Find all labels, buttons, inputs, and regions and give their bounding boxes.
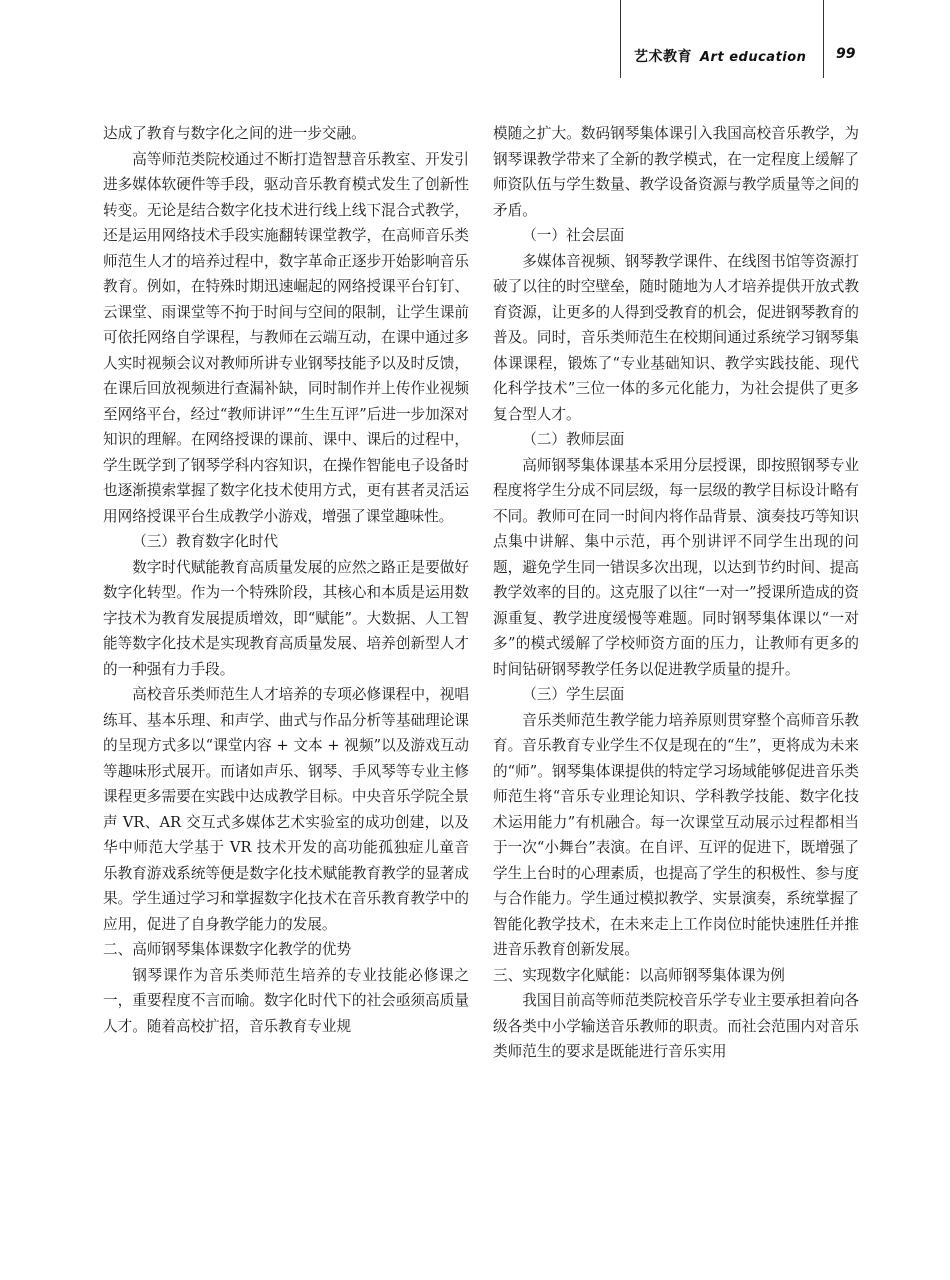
subsection-heading: （一）社会层面 bbox=[522, 227, 625, 244]
body-paragraph: 模随之扩大。数码钢琴集体课引入我国高校音乐教学，为钢琴课教学带来了全新的教学模式，在一定程度上缓解了师资队伍与学生数量、教学设备资源与教学质量等之间的矛盾。 bbox=[493, 125, 859, 219]
section-heading: 二、高师钢琴集体课数字化教学的优势 bbox=[103, 941, 352, 958]
body-paragraph: 高师钢琴集体课基本采用分层授课，即按照钢琴专业程度将学生分成不同层级，每一层级的教学目标设计略有不同。教师可在同一时间内将作品背景、演奏技巧等知识点集中讲解、集中示范，再个别讲评不同学生出现的问题，避免学生同一错误多次出现，以达到节约时间、提高教学效率的目的。这克服了以往“一对一”授课所造成的资源重复、教学进度缓慢等难题。同时钢琴集体课以“一对多”的模式缓解了学校师资方面的压力，让教师有更多的时间钻研钢琴教学任务以促进教学质量的提升。 bbox=[493, 456, 859, 678]
header-divider-right bbox=[823, 0, 824, 78]
body-paragraph: 达成了教育与数字化之间的进一步交融。 bbox=[103, 125, 366, 142]
body-paragraph: 音乐类师范生教学能力培养原则贯穿整个高师音乐教育。音乐教育专业学生不仅是现在的“生”，更将成为未来的“师”。钢琴集体课提供的特定学习场域能够促进音乐类师范生将“音乐专业理论知识、学科教学技能、数字化技术运用能力”有机融合。每一次课堂互动展示过程都相当于一次“小舞台”表演。在自评、互评的促进下，既增强了学生上台时的心理素质，也提高了学生的积极性、参与度与合作能力。学生通过模拟教学、实景演奏，系统掌握了智能化教学技术，在未来走上工作岗位时能快速胜任并推进音乐教育创新发展。 bbox=[493, 711, 859, 958]
body-paragraph: 高等师范类院校通过不断打造智慧音乐教室、开发引进多媒体软硬件等手段，驱动音乐教育模式发生了创新性转变。无论是结合数字化技术进行线上线下混合式教学，还是运用网络技术手段实施翻转课堂教学，在高师音乐类师范生人才的培养过程中，数字革命正逐步开始影响音乐教育。例如，在特殊时期迅速崛起的网络授课平台钉钉、云课堂、雨课堂等不拘于时间与空间的限制，让学生课前可依托网络自学课程，与教师在云端互动，在课中通过多人实时视频会议对教师所讲专业钢琴技能予以及时反馈，在课后回放视频进行查漏补缺，同时制作并上传作业视频至网络平台，经过“教师讲评”“生生互评”后进一步加深对知识的理解。在网络授课的课前、课中、课后的过程中，学生既学到了钢琴学科内容知识，在操作智能电子设备时也逐渐摸索掌握了数字化技术使用方式，更有甚者灵活运用网络授课平台生成教学小游戏，增强了课堂趣味性。 bbox=[103, 150, 469, 525]
header-divider-left bbox=[620, 0, 621, 78]
body-paragraph: 数字时代赋能教育高质量发展的应然之路正是要做好数字化转型。作为一个特殊阶段，其核心和本质是运用数字技术为教育发展提质增效，即“赋能”。大数据、人工智能等数字化技术是实现教育高质量发展、培养创新型人才的一种强有力手段。 bbox=[103, 558, 469, 678]
journal-title-cn: 艺术教育 bbox=[634, 49, 692, 65]
journal-title bbox=[634, 46, 814, 66]
body-paragraph: 钢琴课作为音乐类师范生培养的专业技能必修课之一，重要程度不言而喻。数字化时代下的社会亟须高质量人才。随着高校扩招，音乐教育专业规 bbox=[103, 966, 469, 1035]
body-paragraph: 高校音乐类师范生人才培养的专项必修课程中，视唱练耳、基本乐理、和声学、曲式与作品分析等基础理论课的呈现方式多以“课堂内容 + 文本 + 视频”以及游戏互动等趣味形式展开。而诸如声乐、钢琴、手风琴等专业主修课程更多需要在实践中达成教学目标。中央音乐学院全景声 VR、AR 交互式多媒体艺术实验室的成功创建，以及华中师范大学基于 VR 技术开发的高功能孤独症儿童音乐教育游戏系统等便是数字化技术赋能教育教学的显著成果。学生通过学习和掌握数字化技术在音乐教育教学中的应用，促进了自身教学能力的发展。 bbox=[103, 686, 469, 933]
page-number: 99 bbox=[836, 46, 856, 62]
subsection-heading: （三）学生层面 bbox=[522, 686, 625, 703]
running-header bbox=[0, 0, 950, 80]
body-paragraph: 我国目前高等师范类院校音乐学专业主要承担着向各级各类中小学输送音乐教师的职责。而社会范围内对音乐类师范生的要求是既能进行音乐实用 bbox=[493, 992, 859, 1060]
right-column bbox=[493, 121, 859, 1065]
left-column bbox=[103, 121, 469, 1039]
section-heading: 三、实现数字化赋能：以高师钢琴集体课为例 bbox=[493, 966, 785, 984]
subsection-heading: （二）教师层面 bbox=[522, 431, 625, 448]
subsection-heading: （三）教育数字化时代 bbox=[132, 533, 279, 550]
journal-title-en: Art education bbox=[700, 50, 807, 65]
body-paragraph: 多媒体音视频、钢琴教学课件、在线图书馆等资源打破了以往的时空壁垒，随时随地为人才培养提供开放式教育资源，让更多的人得到受教育的机会，促进钢琴教育的普及。同时，音乐类师范生在校期间通过系统学习钢琴集体课课程，锻炼了“专业基础知识、教学实践技能、现代化科学技术”三位一体的多元化能力，为社会提供了更多复合型人才。 bbox=[493, 252, 859, 423]
